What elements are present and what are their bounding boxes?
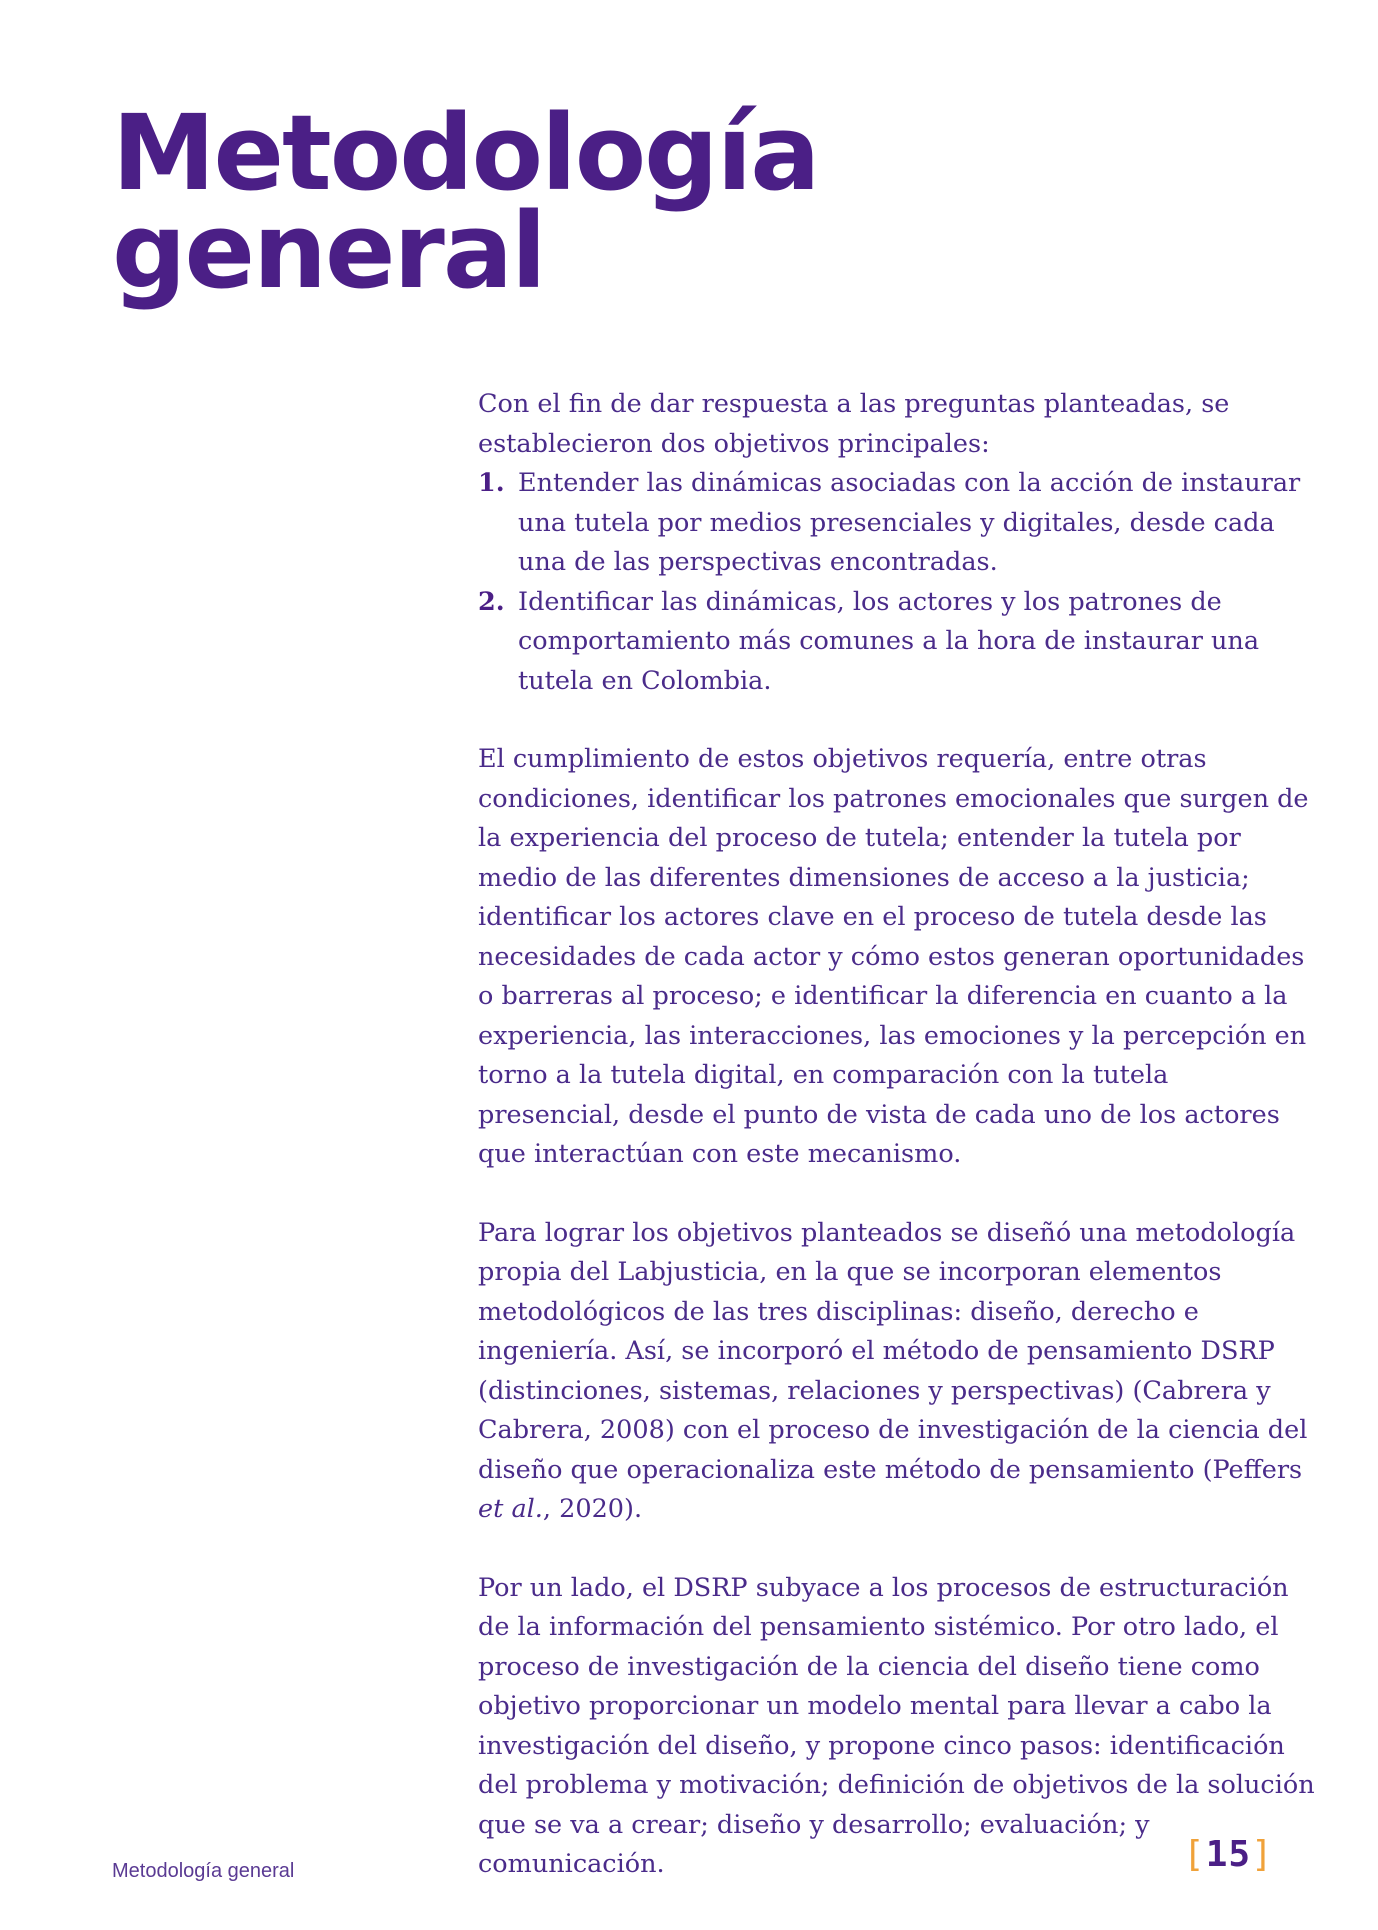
list-number: 1.	[478, 468, 505, 498]
paragraph-dsrp: Por un lado, el DSRP subyace a los procesos de estructuración de la información del pensamiento sistémico. Por otro lado, el proceso de investigación de la ciencia del diseño tiene como objetivo proporcionar un modelo mental para llevar a cabo la investigación del diseño, y propone cinco pasos: identificación del problema y motivación; definición de objetivos de la solución que se va a crear; diseño y desarrollo; evaluación; y comunicación.	[478, 1572, 1315, 1879]
list-item-text: Entender las dinámicas asociadas con la acción de instaurar una tutela por medios presenciales y digitales, desde cada una de las perspectivas encontradas.	[518, 468, 1301, 577]
list-item	[478, 464, 1318, 583]
paragraph-conditions: El cumplimiento de estos objetivos requería, entre otras condiciones, identificar los patrones emocionales que surgen de la experiencia del proceso de tutela; entender la tutela por medio de las diferentes dimensiones de acceso a la justicia; identificar los actores clave en el proceso de tutela desde las necesidades de cada actor y cómo estos generan oportunidades o barreras al proceso; e identificar la diferencia en cuanto a la experiencia, las interacciones, las emociones y la percepción en torno a la tutela digital, en comparación con la tutela presencial, desde el punto de vista de cada uno de los actores que interactúan con este mecanismo.	[478, 744, 1309, 1169]
page-title-line-1: Metodología	[112, 92, 819, 214]
page-title	[112, 92, 819, 312]
body-content	[478, 385, 1318, 1924]
paragraph-methodology: Para lograr los objetivos planteados se diseñó una metodología propia del Labjusticia, en la que se incorporan elementos metodológicos de las tres disciplinas: diseño, derecho e ingeniería. Así, se incorporó el método de pensamiento DSRP (distinciones, sistemas, relaciones y perspectivas) (Cabrera y Cabrera, 2008) con el proceso de investigación de la ciencia del diseño que operacionaliza este método de pensamiento (Peffers et al., 2020).	[478, 1217, 1308, 1524]
intro-paragraph: Con el fin de dar respuesta a las preguntas planteadas, se establecieron dos objetivos principales:	[478, 389, 1230, 459]
page-number-bracket-close: ]	[1251, 1834, 1274, 1875]
list-item	[478, 583, 1318, 702]
citation-italic: et al.	[478, 1494, 543, 1524]
page-number-bracket-open: [	[1183, 1834, 1206, 1875]
list-number: 2.	[478, 586, 505, 617]
page-title-line-2: general	[112, 190, 545, 312]
footer-section-label: Metodología general	[112, 1860, 295, 1882]
page-number-digits: 15	[1205, 1834, 1252, 1875]
page-number	[1183, 1834, 1274, 1875]
objectives-list	[478, 464, 1318, 701]
list-item-text: Identificar las dinámicas, los actores y los patrones de comportamiento más comunes a la hora de instaurar una tutela en Colombia.	[518, 586, 1260, 696]
